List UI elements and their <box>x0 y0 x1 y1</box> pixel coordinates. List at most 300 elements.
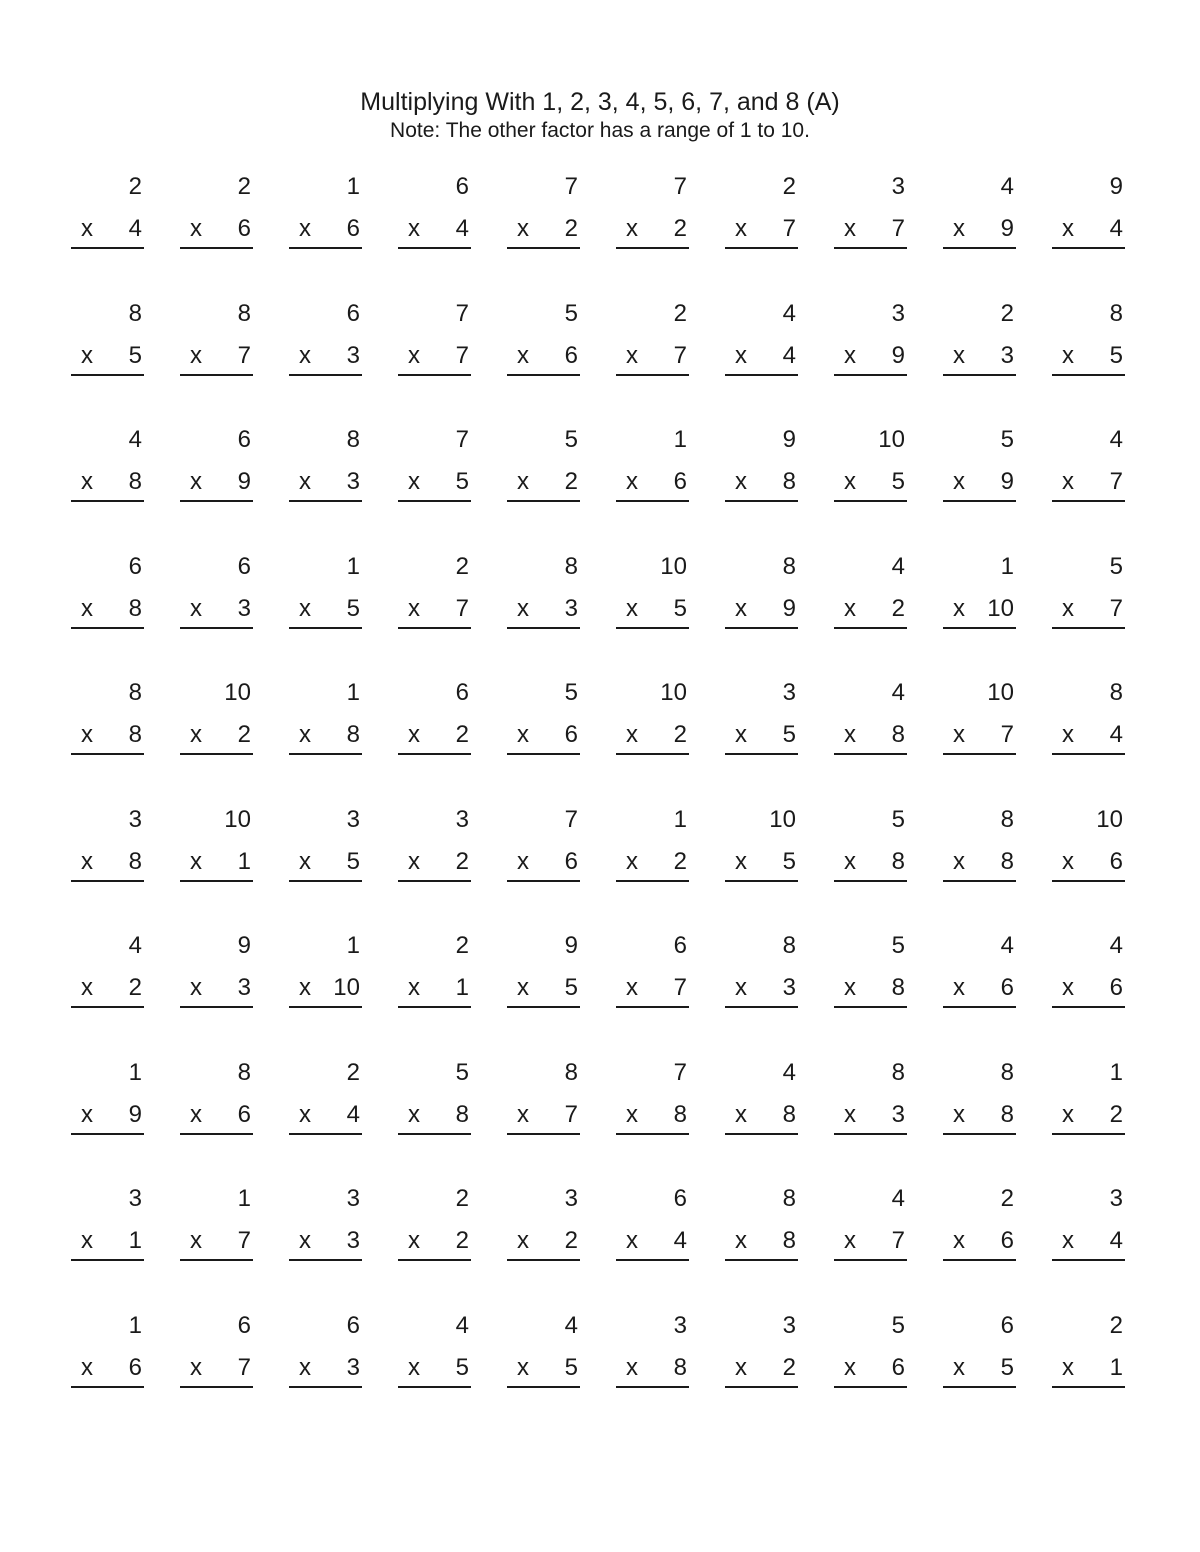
problem-item <box>180 426 253 506</box>
problem-bottom-factor: 7 <box>1109 468 1123 495</box>
problem-bottom-factor: 2 <box>564 1227 578 1254</box>
problem-top-factor: 8 <box>237 1059 251 1086</box>
problem-bottom-factor: 5 <box>346 848 360 875</box>
multiply-sign: x <box>844 595 856 622</box>
problem-item <box>1052 806 1125 886</box>
answer-line <box>725 500 798 502</box>
answer-line <box>616 753 689 755</box>
problem-item <box>398 806 471 886</box>
answer-line <box>180 1133 253 1135</box>
answer-line <box>1052 374 1125 376</box>
problem-bottom-factor: 2 <box>782 1354 796 1381</box>
problem-item <box>943 426 1016 506</box>
answer-line <box>71 500 144 502</box>
problem-bottom-factor: 5 <box>673 595 687 622</box>
problem-top-factor: 5 <box>564 300 578 327</box>
problem-bottom-factor: 7 <box>237 1227 251 1254</box>
problem-item <box>725 300 798 380</box>
problem-item <box>507 553 580 633</box>
problem-item <box>616 426 689 506</box>
problem-item <box>1052 1185 1125 1265</box>
answer-line <box>725 374 798 376</box>
problem-item <box>398 173 471 253</box>
answer-line <box>71 1386 144 1388</box>
problem-bottom-factor: 6 <box>237 1101 251 1128</box>
problem-top-factor: 5 <box>455 1059 469 1086</box>
multiply-sign: x <box>299 1354 311 1381</box>
answer-line <box>71 247 144 249</box>
answer-line <box>507 1386 580 1388</box>
problem-bottom-factor: 1 <box>128 1227 142 1254</box>
problem-top-factor: 8 <box>564 553 578 580</box>
problem-item <box>398 1059 471 1139</box>
problem-item <box>398 300 471 380</box>
answer-line <box>725 627 798 629</box>
answer-line <box>507 880 580 882</box>
problem-item <box>1052 426 1125 506</box>
multiply-sign: x <box>626 848 638 875</box>
multiply-sign: x <box>517 974 529 1001</box>
answer-line <box>71 1259 144 1261</box>
problem-item <box>616 1059 689 1139</box>
answer-line <box>180 374 253 376</box>
answer-line <box>725 247 798 249</box>
answer-line <box>943 1259 1016 1261</box>
problem-item <box>943 300 1016 380</box>
problem-item <box>943 806 1016 886</box>
problem-item <box>180 1312 253 1392</box>
answer-line <box>1052 1259 1125 1261</box>
answer-line <box>398 1259 471 1261</box>
answer-line <box>1052 753 1125 755</box>
answer-line <box>289 1386 362 1388</box>
problem-bottom-factor: 5 <box>128 342 142 369</box>
problem-bottom-factor: 1 <box>455 974 469 1001</box>
problem-item <box>289 1312 362 1392</box>
problem-item <box>1052 173 1125 253</box>
multiply-sign: x <box>953 721 965 748</box>
problem-item <box>943 1185 1016 1265</box>
problem-top-factor: 7 <box>673 1059 687 1086</box>
multiply-sign: x <box>1062 721 1074 748</box>
problem-bottom-factor: 8 <box>782 1227 796 1254</box>
problem-bottom-factor: 8 <box>346 721 360 748</box>
answer-line <box>834 627 907 629</box>
problem-item <box>289 173 362 253</box>
problem-item <box>725 679 798 759</box>
multiply-sign: x <box>299 1227 311 1254</box>
problem-top-factor: 3 <box>346 806 360 833</box>
problem-item <box>725 426 798 506</box>
multiply-sign: x <box>626 1354 638 1381</box>
problem-item <box>180 679 253 759</box>
problem-item <box>398 932 471 1012</box>
problem-bottom-factor: 2 <box>455 1227 469 1254</box>
multiply-sign: x <box>953 848 965 875</box>
multiply-sign: x <box>81 595 93 622</box>
problem-top-factor: 8 <box>237 300 251 327</box>
multiply-sign: x <box>735 848 747 875</box>
multiply-sign: x <box>1062 215 1074 242</box>
problem-item <box>616 932 689 1012</box>
problem-item <box>71 173 144 253</box>
multiply-sign: x <box>735 1101 747 1128</box>
multiply-sign: x <box>735 468 747 495</box>
answer-line <box>180 500 253 502</box>
answer-line <box>507 1006 580 1008</box>
problem-top-factor: 6 <box>673 1185 687 1212</box>
problem-item <box>180 1185 253 1265</box>
problem-top-factor: 4 <box>891 679 905 706</box>
problem-top-factor: 8 <box>128 300 142 327</box>
problem-top-factor: 10 <box>1096 806 1123 833</box>
answer-line <box>725 1006 798 1008</box>
problem-item <box>616 1185 689 1265</box>
problem-top-factor: 3 <box>564 1185 578 1212</box>
problem-top-factor: 10 <box>660 553 687 580</box>
problem-top-factor: 8 <box>128 679 142 706</box>
answer-line <box>289 753 362 755</box>
problem-top-factor: 1 <box>1109 1059 1123 1086</box>
answer-line <box>1052 1006 1125 1008</box>
multiply-sign: x <box>1062 342 1074 369</box>
answer-line <box>398 880 471 882</box>
answer-line <box>1052 247 1125 249</box>
multiply-sign: x <box>1062 848 1074 875</box>
multiply-sign: x <box>517 1227 529 1254</box>
problem-bottom-factor: 9 <box>782 595 796 622</box>
multiply-sign: x <box>517 595 529 622</box>
problem-top-factor: 2 <box>128 173 142 200</box>
problem-item <box>180 173 253 253</box>
problem-bottom-factor: 9 <box>891 342 905 369</box>
problem-item <box>1052 679 1125 759</box>
problem-item <box>725 173 798 253</box>
answer-line <box>398 627 471 629</box>
problem-bottom-factor: 8 <box>128 468 142 495</box>
problem-bottom-factor: 5 <box>1109 342 1123 369</box>
problem-bottom-factor: 5 <box>891 468 905 495</box>
answer-line <box>616 627 689 629</box>
problem-top-factor: 5 <box>891 932 905 959</box>
problem-item <box>834 806 907 886</box>
multiply-sign: x <box>735 974 747 1001</box>
multiply-sign: x <box>626 721 638 748</box>
problem-item <box>834 300 907 380</box>
problem-item <box>507 173 580 253</box>
problem-top-factor: 1 <box>673 806 687 833</box>
multiply-sign: x <box>408 1227 420 1254</box>
problem-top-factor: 6 <box>237 553 251 580</box>
problem-bottom-factor: 3 <box>782 974 796 1001</box>
multiply-sign: x <box>1062 1354 1074 1381</box>
problem-top-factor: 7 <box>673 173 687 200</box>
problem-item <box>725 553 798 633</box>
problem-bottom-factor: 8 <box>128 848 142 875</box>
answer-line <box>507 753 580 755</box>
problem-item <box>289 553 362 633</box>
multiply-sign: x <box>735 595 747 622</box>
multiply-sign: x <box>626 595 638 622</box>
answer-line <box>398 1006 471 1008</box>
multiply-sign: x <box>81 342 93 369</box>
problem-top-factor: 1 <box>128 1312 142 1339</box>
problem-top-factor: 7 <box>455 426 469 453</box>
problem-item <box>71 553 144 633</box>
answer-line <box>943 374 1016 376</box>
problem-item <box>398 553 471 633</box>
multiply-sign: x <box>517 848 529 875</box>
problem-bottom-factor: 6 <box>1000 1227 1014 1254</box>
answer-line <box>71 374 144 376</box>
multiply-sign: x <box>190 215 202 242</box>
problem-bottom-factor: 2 <box>673 215 687 242</box>
problem-bottom-factor: 9 <box>237 468 251 495</box>
problem-item <box>725 1059 798 1139</box>
multiply-sign: x <box>190 468 202 495</box>
problem-top-factor: 4 <box>782 1059 796 1086</box>
multiply-sign: x <box>953 1227 965 1254</box>
problem-bottom-factor: 9 <box>1000 468 1014 495</box>
multiply-sign: x <box>1062 468 1074 495</box>
answer-line <box>398 247 471 249</box>
problem-item <box>943 173 1016 253</box>
problem-top-factor: 2 <box>1000 1185 1014 1212</box>
problem-item <box>616 679 689 759</box>
multiply-sign: x <box>953 468 965 495</box>
multiply-sign: x <box>408 974 420 1001</box>
multiply-sign: x <box>626 1101 638 1128</box>
answer-line <box>943 247 1016 249</box>
problem-top-factor: 3 <box>673 1312 687 1339</box>
problem-item <box>1052 932 1125 1012</box>
answer-line <box>289 627 362 629</box>
problem-item <box>289 679 362 759</box>
problem-top-factor: 8 <box>891 1059 905 1086</box>
multiply-sign: x <box>844 974 856 1001</box>
problem-bottom-factor: 6 <box>237 215 251 242</box>
problem-bottom-factor: 5 <box>782 848 796 875</box>
problem-top-factor: 6 <box>237 426 251 453</box>
problem-item <box>398 1185 471 1265</box>
problem-bottom-factor: 4 <box>455 215 469 242</box>
problem-bottom-factor: 8 <box>782 1101 796 1128</box>
problem-bottom-factor: 6 <box>1109 974 1123 1001</box>
problem-bottom-factor: 7 <box>891 1227 905 1254</box>
problem-item <box>71 1059 144 1139</box>
multiply-sign: x <box>517 342 529 369</box>
problem-item <box>725 932 798 1012</box>
problem-item <box>507 932 580 1012</box>
problem-top-factor: 4 <box>782 300 796 327</box>
problem-top-factor: 8 <box>346 426 360 453</box>
problem-bottom-factor: 8 <box>1000 848 1014 875</box>
problem-top-factor: 9 <box>1109 173 1123 200</box>
problem-bottom-factor: 9 <box>128 1101 142 1128</box>
multiply-sign: x <box>626 468 638 495</box>
multiply-sign: x <box>299 468 311 495</box>
multiply-sign: x <box>517 721 529 748</box>
problem-top-factor: 2 <box>237 173 251 200</box>
problem-item <box>507 1312 580 1392</box>
problem-top-factor: 6 <box>455 679 469 706</box>
problem-top-factor: 4 <box>891 1185 905 1212</box>
multiply-sign: x <box>408 721 420 748</box>
multiply-sign: x <box>190 1227 202 1254</box>
answer-line <box>616 374 689 376</box>
answer-line <box>1052 500 1125 502</box>
answer-line <box>1052 1386 1125 1388</box>
answer-line <box>180 1006 253 1008</box>
multiply-sign: x <box>190 974 202 1001</box>
answer-line <box>180 627 253 629</box>
multiply-sign: x <box>844 1354 856 1381</box>
problem-top-factor: 3 <box>782 1312 796 1339</box>
problem-top-factor: 8 <box>1109 679 1123 706</box>
answer-line <box>507 247 580 249</box>
problem-top-factor: 3 <box>1109 1185 1123 1212</box>
problem-bottom-factor: 3 <box>346 468 360 495</box>
problem-top-factor: 10 <box>987 679 1014 706</box>
problem-item <box>71 300 144 380</box>
answer-line <box>834 1259 907 1261</box>
multiply-sign: x <box>299 974 311 1001</box>
multiply-sign: x <box>81 848 93 875</box>
problem-bottom-factor: 2 <box>891 595 905 622</box>
answer-line <box>507 627 580 629</box>
problem-item <box>616 553 689 633</box>
problem-item <box>71 679 144 759</box>
multiply-sign: x <box>81 721 93 748</box>
problem-bottom-factor: 5 <box>455 1354 469 1381</box>
problem-item <box>1052 1059 1125 1139</box>
answer-line <box>834 753 907 755</box>
problem-bottom-factor: 9 <box>1000 215 1014 242</box>
problem-bottom-factor: 3 <box>346 1354 360 1381</box>
problem-top-factor: 5 <box>1109 553 1123 580</box>
problem-item <box>180 1059 253 1139</box>
problem-bottom-factor: 7 <box>1109 595 1123 622</box>
answer-line <box>943 627 1016 629</box>
answer-line <box>834 1006 907 1008</box>
problem-bottom-factor: 5 <box>564 1354 578 1381</box>
problem-top-factor: 3 <box>128 806 142 833</box>
multiply-sign: x <box>299 1101 311 1128</box>
answer-line <box>289 374 362 376</box>
multiply-sign: x <box>408 215 420 242</box>
answer-line <box>616 1133 689 1135</box>
problem-top-factor: 4 <box>1000 932 1014 959</box>
multiply-sign: x <box>844 721 856 748</box>
problem-top-factor: 7 <box>455 300 469 327</box>
problem-item <box>71 806 144 886</box>
problem-bottom-factor: 2 <box>673 721 687 748</box>
problem-item <box>616 806 689 886</box>
multiply-sign: x <box>299 595 311 622</box>
problem-item <box>725 806 798 886</box>
multiply-sign: x <box>735 342 747 369</box>
multiply-sign: x <box>408 468 420 495</box>
problem-top-factor: 1 <box>346 679 360 706</box>
problem-top-factor: 6 <box>673 932 687 959</box>
answer-line <box>507 1259 580 1261</box>
answer-line <box>834 1133 907 1135</box>
problem-item <box>725 1312 798 1392</box>
answer-line <box>943 880 1016 882</box>
problem-item <box>180 300 253 380</box>
problem-bottom-factor: 6 <box>564 342 578 369</box>
problem-top-factor: 5 <box>564 679 578 706</box>
multiply-sign: x <box>517 1101 529 1128</box>
problem-item <box>834 1312 907 1392</box>
problem-top-factor: 10 <box>224 806 251 833</box>
answer-line <box>725 1386 798 1388</box>
problem-item <box>943 932 1016 1012</box>
problem-item <box>71 1312 144 1392</box>
worksheet-title: Multiplying With 1, 2, 3, 4, 5, 6, 7, and 8 (A) <box>360 88 840 116</box>
multiply-sign: x <box>626 1227 638 1254</box>
problem-top-factor: 5 <box>891 1312 905 1339</box>
multiply-sign: x <box>626 342 638 369</box>
answer-line <box>943 1386 1016 1388</box>
answer-line <box>289 500 362 502</box>
answer-line <box>616 247 689 249</box>
problem-item <box>616 1312 689 1392</box>
problem-top-factor: 9 <box>237 932 251 959</box>
problem-top-factor: 1 <box>346 553 360 580</box>
problem-top-factor: 8 <box>782 932 796 959</box>
problem-top-factor: 3 <box>782 679 796 706</box>
answer-line <box>725 1259 798 1261</box>
problem-item <box>507 1059 580 1139</box>
problem-item <box>398 679 471 759</box>
problem-top-factor: 5 <box>891 806 905 833</box>
problem-item <box>507 300 580 380</box>
problem-item <box>180 932 253 1012</box>
problem-bottom-factor: 2 <box>455 721 469 748</box>
multiply-sign: x <box>81 1227 93 1254</box>
problem-bottom-factor: 8 <box>782 468 796 495</box>
problem-item <box>289 426 362 506</box>
multiply-sign: x <box>190 721 202 748</box>
multiply-sign: x <box>299 721 311 748</box>
problem-item <box>71 1185 144 1265</box>
problem-top-factor: 3 <box>891 300 905 327</box>
answer-line <box>180 880 253 882</box>
answer-line <box>725 753 798 755</box>
answer-line <box>616 500 689 502</box>
problem-item <box>834 1185 907 1265</box>
problem-bottom-factor: 8 <box>128 595 142 622</box>
problem-bottom-factor: 7 <box>564 1101 578 1128</box>
problem-top-factor: 1 <box>128 1059 142 1086</box>
multiply-sign: x <box>408 595 420 622</box>
multiply-sign: x <box>1062 595 1074 622</box>
problem-top-factor: 3 <box>346 1185 360 1212</box>
problem-top-factor: 2 <box>1000 300 1014 327</box>
answer-line <box>180 753 253 755</box>
answer-line <box>71 880 144 882</box>
problem-top-factor: 2 <box>455 932 469 959</box>
answer-line <box>834 1386 907 1388</box>
problem-item <box>398 426 471 506</box>
problem-bottom-factor: 5 <box>564 974 578 1001</box>
answer-line <box>943 753 1016 755</box>
problem-top-factor: 10 <box>224 679 251 706</box>
multiply-sign: x <box>844 1101 856 1128</box>
problem-bottom-factor: 2 <box>1109 1101 1123 1128</box>
multiply-sign: x <box>517 215 529 242</box>
